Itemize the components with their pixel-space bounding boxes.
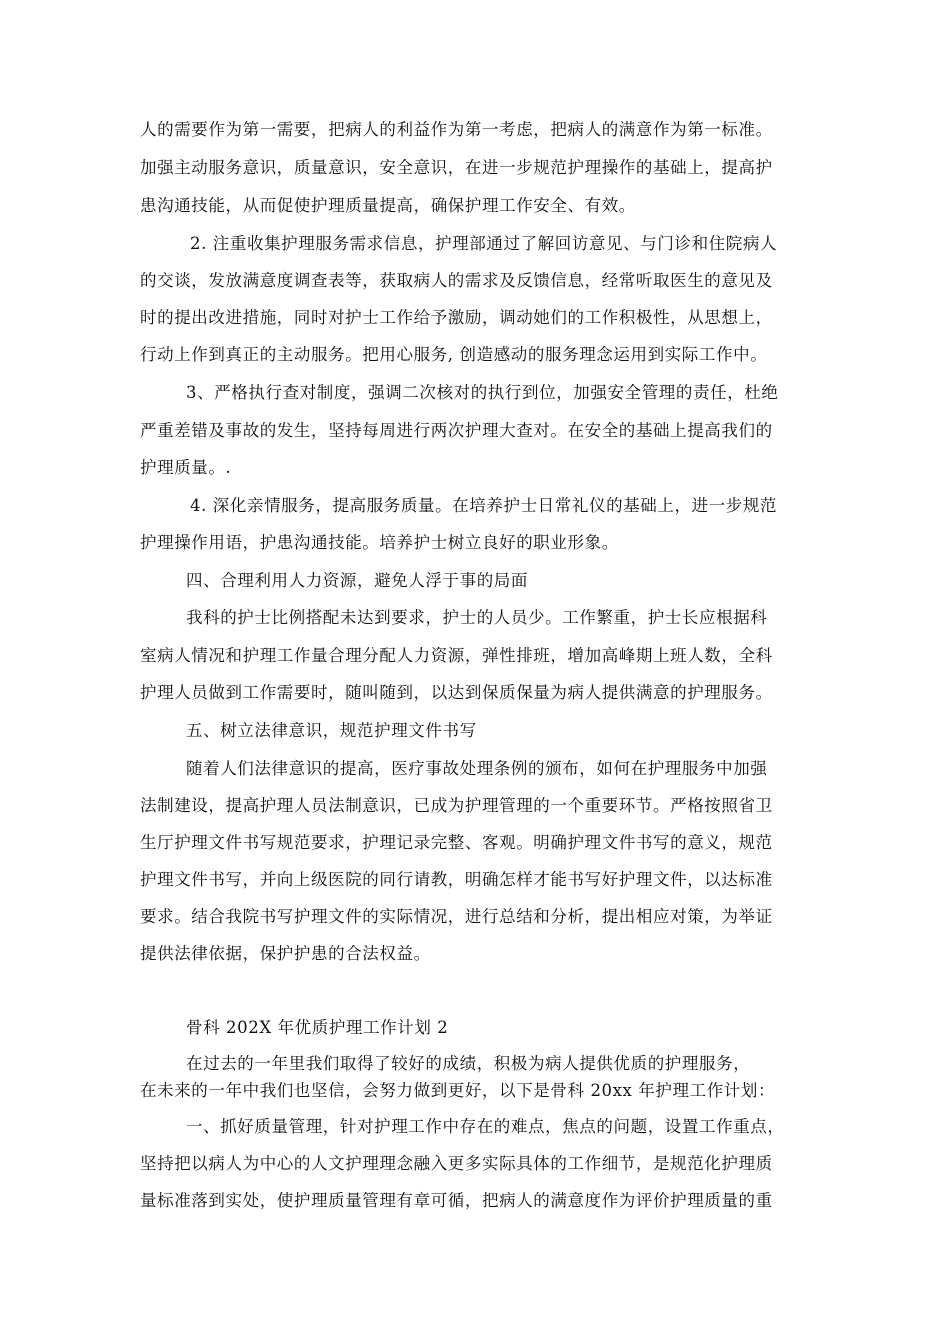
- text-line: 我科的护士比例搭配未达到要求，护士的人员少。工作繁重，护士长应根据科: [186, 608, 768, 627]
- text-line: 量标准落到实处，使护理质量管理有章可循，把病人的满意度作为评价护理质量的重: [140, 1191, 773, 1210]
- section-heading-5: 五、树立法律意识，规范护理文件书写: [186, 721, 477, 740]
- text-line: 法制建设，提高护理人员法制意识，已成为护理管理的一个重要环节。严格按照省卫: [140, 796, 773, 815]
- text-line: 坚持把以病人为中心的人文护理理念融入更多实际具体的工作细节，是规范化护理质: [140, 1154, 773, 1173]
- text-line: 时的提出改进措施，同时对护士工作给予激励，调动她们的工作积极性，从思想上，: [140, 308, 773, 327]
- text-line: 在未来的一年中我们也坚信，会努力做到更好，以下是骨科 20xx 年护理工作计划：: [140, 1081, 776, 1100]
- text-line: 护理操作用语，护患沟通技能。培养护士树立良好的职业形象。: [140, 533, 619, 552]
- text-line: 的交谈，发放满意度调查表等，获取病人的需求及反馈信息，经常听取医生的意见及: [140, 271, 773, 290]
- text-line: 人的需要作为第一需要，把病人的利益作为第一考虑，把病人的满意作为第一标准。: [140, 120, 773, 139]
- text-line: 生厅护理文件书写规范要求，护理记录完整、客观。明确护理文件书写的意义，规范: [140, 833, 773, 852]
- text-line: 提供法律依据，保护护患的合法权益。: [140, 944, 431, 963]
- text-line: 随着人们法律意识的提高，医疗事故处理条例的颁布，如何在护理服务中加强: [186, 759, 768, 778]
- text-line: 护理人员做到工作需要时，随叫随到，以达到保质保量为病人提供满意的护理服务。: [140, 683, 773, 702]
- text-line: 在过去的一年里我们取得了较好的成绩，积极为病人提供优质的护理服务，: [186, 1054, 751, 1073]
- section-heading-4: 四、合理利用人力资源，避免人浮于事的局面: [186, 571, 528, 590]
- text-line: 严重差错及事故的发生，坚持每周进行两次护理大查对。在安全的基础上提高我们的: [140, 421, 773, 440]
- text-line: 护理质量。.: [140, 458, 232, 477]
- plan-title: 骨科 202X 年优质护理工作计划 2: [186, 1018, 449, 1037]
- text-line: 要求。结合我院书写护理文件的实际情况，进行总结和分析，提出相应对策，为举证: [140, 907, 773, 926]
- text-line: 4. 深化亲情服务，提高服务质量。在培养护士日常礼仪的基础上，进一步规范: [190, 496, 778, 515]
- text-line: 患沟通技能，从而促使护理质量提高，确保护理工作安全、有效。: [140, 196, 636, 215]
- text-line: 室病人情况和护理工作量合理分配人力资源，弹性排班，增加高峰期上班人数，全科: [140, 646, 773, 665]
- text-line: 一、抓好质量管理，针对护理工作中存在的难点，焦点的问题，设置工作重点，: [186, 1117, 785, 1136]
- text-line: 护理文件书写，并向上级医院的同行请教，明确怎样才能书写好护理文件，以达标准: [140, 870, 773, 889]
- text-line: 加强主动服务意识，质量意识，安全意识，在进一步规范护理操作的基础上，提高护: [140, 158, 773, 177]
- text-line: 行动上作到真正的主动服务。把用心服务, 创造感动的服务理念运用到实际工作中。: [140, 345, 768, 364]
- text-line: 2. 注重收集护理服务需求信息，护理部通过了解回访意见、与门诊和住院病人: [190, 234, 778, 253]
- text-line: 3、严格执行查对制度，强调二次核对的执行到位，加强安全管理的责任，杜绝: [186, 383, 779, 402]
